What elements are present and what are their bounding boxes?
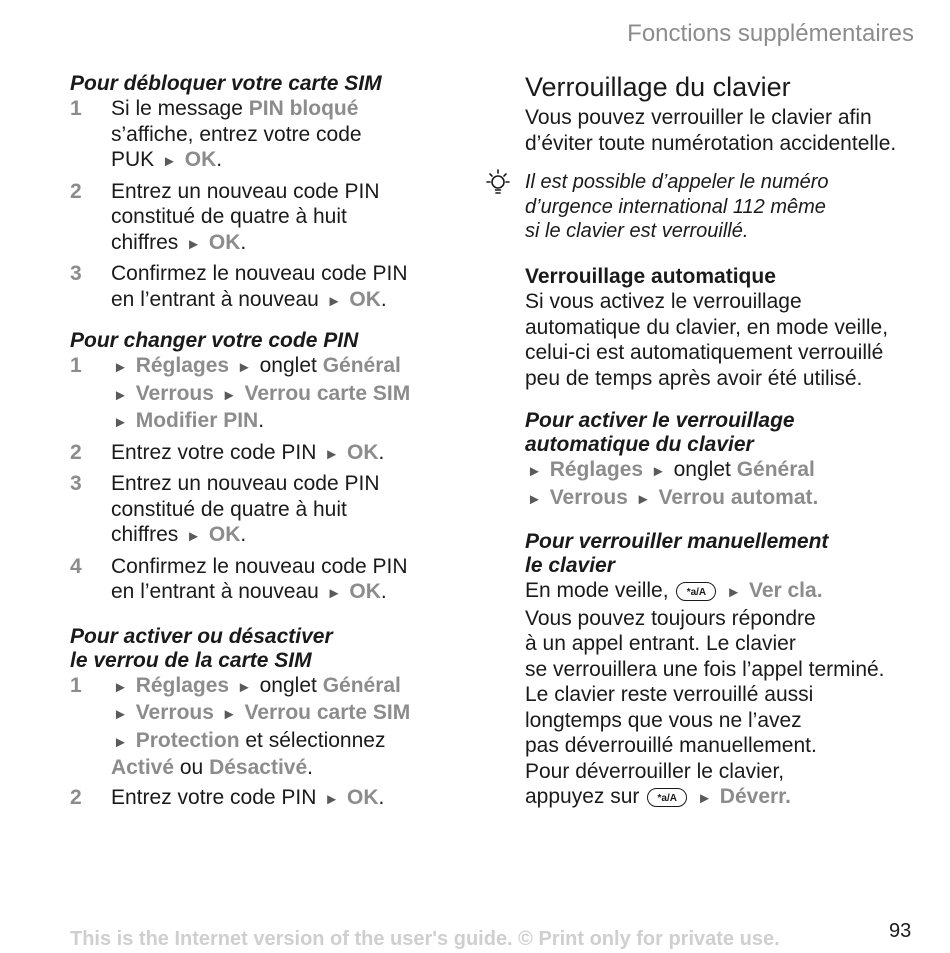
text: Confirmez le nouveau code PIN [111,262,408,285]
text: constitué de quatre à huit [111,497,347,521]
text: En mode veille, [525,579,669,602]
ok-label: OK [349,580,381,603]
tip-text: d’urgence international 112 même [525,195,826,218]
arrow-icon: ► [236,359,252,376]
menu-general: Général [322,673,401,697]
menu-verrous: Verrous [549,485,628,509]
menu-path [525,457,925,485]
arrow-icon: ► [186,528,202,545]
running-header: Fonctions supplémentaires [627,20,914,47]
text: à un appel entrant. Le clavier [525,632,796,655]
step-number: 3 [70,472,82,495]
text: Pour déverrouiller le clavier, [525,759,785,783]
text: PUK [111,148,155,171]
right-column [525,72,925,812]
arrow-icon: ► [113,414,128,431]
text: . [240,230,247,254]
arrow-icon: ► [324,445,340,463]
subheading-toggle-sim-lock-line2: le verrou de la carte SIM [70,648,312,672]
text: Entrez votre code PIN [111,440,317,464]
text: onglet [673,458,731,481]
text: Vous pouvez verrouiller le clavier afin [525,106,872,129]
page-number: 93 [889,920,912,942]
tip-text: Il est possible d’appeler le numéro [525,171,829,193]
option-desactive: Désactivé [209,756,308,779]
step [70,554,450,607]
text: Si le message [111,97,249,120]
menu-verrous: Verrous [135,701,214,724]
step-number: 1 [70,354,82,377]
arrow-icon: ► [326,292,342,310]
text: Vous pouvez toujours répondre [525,606,816,630]
star-key-icon: *a/A [647,788,687,807]
ok-label: OK [208,523,241,546]
text: . [216,148,223,171]
text: . [380,287,387,311]
arrow-icon: ► [236,678,252,696]
text [525,578,925,606]
text: automatique du clavier, en mode veille, [525,315,889,339]
text [525,784,925,812]
menu-verrou-automat: Verrou automat. [658,485,819,509]
option-active: Activé [111,756,175,779]
text: d’éviter toute numérotation accidentelle. [525,131,897,155]
text: chiffres [111,230,179,254]
arrow-icon: ► [324,790,340,808]
menu-verrou-sim: Verrou carte SIM [244,701,411,724]
text: . [240,523,247,546]
section-title: Verrouillage du clavier [525,72,791,102]
text: et sélectionnez [239,728,386,752]
menu-reglages: Réglages [549,458,644,481]
menu-general: Général [736,458,815,481]
subheading-activate-auto-lock-line2: automatique du clavier [525,433,754,456]
subheading-manual-lock-line2: le clavier [525,554,615,577]
arrow-icon: ► [527,490,542,508]
menu-protection: Protection [135,728,240,752]
text: s’affiche, entrez votre code [111,122,362,146]
ver-cla-label: Ver cla. [748,579,823,602]
text: constitué de quatre à huit [111,205,347,228]
step-number: 1 [70,97,82,120]
arrow-icon: ► [650,463,666,480]
menu-path [525,485,925,513]
deverr-label: Déverr. [719,785,792,808]
text: . [380,580,387,603]
text: Entrez un nouveau code PIN [111,472,380,495]
subheading-toggle-sim-lock: Pour activer ou désactiver [70,624,333,648]
arrow-icon: ► [162,153,177,170]
text: . [378,785,385,809]
text: en l’entrant à nouveau [111,287,319,311]
subheading-auto-lock: Verrouillage automatique [525,264,776,288]
text: Confirmez le nouveau code PIN [111,554,408,578]
arrow-icon: ► [326,585,342,602]
step-number: 2 [70,179,82,203]
left-column [70,72,450,812]
text: Si vous activez le verrouillage [525,290,802,313]
text: celui-ci est automatiquement verrouillé [525,341,884,364]
subheading-unblock-sim: Pour débloquer votre carte SIM [70,72,382,95]
menu-general: Général [322,354,401,377]
ok-label: OK [349,287,381,311]
ok-label: OK [208,230,241,254]
text: Le clavier reste verrouillé aussi [525,683,814,706]
subheading-change-pin: Pour changer votre code PIN [70,329,359,352]
arrow-icon: ► [113,706,128,723]
text: . [307,756,313,779]
text: longtemps que vous ne l’avez [525,708,802,732]
arrow-icon: ► [113,386,128,404]
step-number: 2 [70,785,82,809]
menu-reglages: Réglages [135,673,230,697]
lightbulb-tip-icon [481,168,515,209]
step-number: 3 [70,262,82,285]
text: se verrouillera une fois l’appel terminé. [525,657,885,681]
arrow-icon: ► [186,235,202,253]
arrow-icon: ► [635,490,651,508]
subheading-activate-auto-lock: Pour activer le verrouillage [525,409,795,432]
text: ou [174,756,210,779]
text: en l’entrant à nouveau [111,580,319,603]
arrow-icon: ► [113,733,128,751]
step [70,785,450,813]
text: Entrez votre code PIN [111,785,317,809]
ok-label: OK [184,148,217,171]
text: onglet [259,354,317,377]
step-number: 4 [70,554,82,578]
menu-modifier-pin: Modifier PIN [135,409,259,432]
subheading-manual-lock: Pour verrouiller manuellement [525,530,829,553]
step [70,179,450,258]
text: Entrez un nouveau code PIN [111,179,380,203]
step [70,673,450,781]
step-number: 1 [70,673,82,697]
step [70,353,450,436]
ok-label: OK [346,440,379,464]
star-key-icon: *a/A [676,582,716,601]
arrow-icon: ► [527,463,542,480]
text: . [378,440,385,464]
step [70,471,450,550]
step-number: 2 [70,440,82,464]
arrow-icon: ► [113,678,128,696]
arrow-icon: ► [113,359,128,376]
footer-notice: This is the Internet version of the user's guide. © Print only for private use. [70,928,780,950]
step [70,261,450,314]
text: peu de temps après avoir été utilisé. [525,366,863,390]
step [70,440,450,468]
ok-label: OK [346,785,379,809]
pin-bloque: PIN bloqué [248,97,359,120]
text: onglet [259,673,317,697]
menu-reglages: Réglages [135,354,230,377]
text: appuyez sur [525,785,640,808]
text: . [258,409,265,432]
arrow-icon: ► [697,790,712,807]
arrow-icon: ► [221,386,237,404]
menu-verrous: Verrous [135,381,214,405]
text: pas déverrouillé manuellement. [525,734,817,757]
arrow-icon: ► [726,584,742,601]
menu-verrou-sim: Verrou carte SIM [244,381,411,405]
step [70,96,450,175]
text: chiffres [111,523,179,546]
arrow-icon: ► [221,706,237,723]
tip-text: si le clavier est verrouillé. [525,220,749,242]
tip-box [525,170,925,244]
